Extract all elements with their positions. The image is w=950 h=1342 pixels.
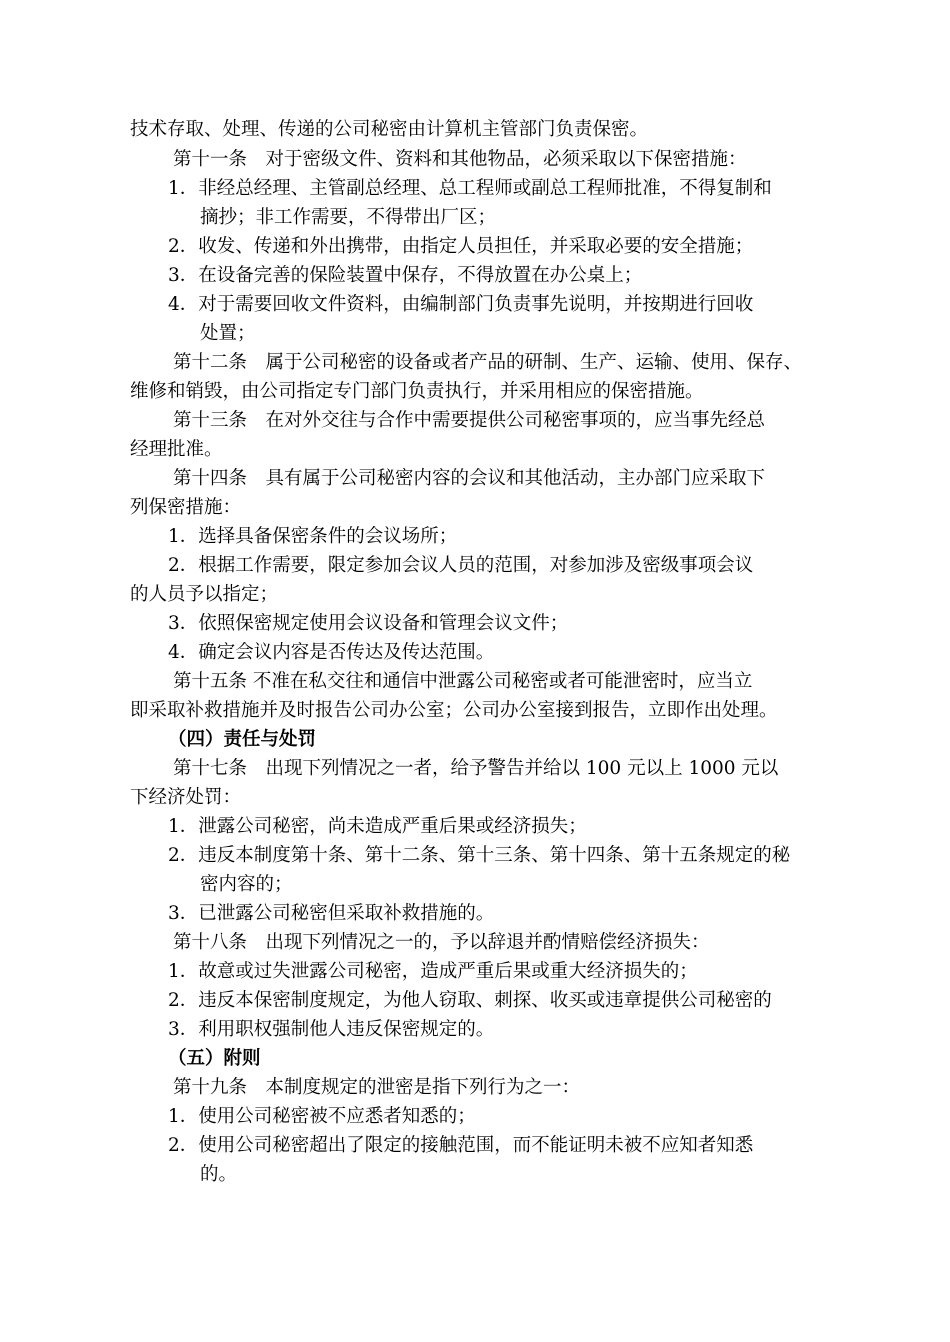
section-heading-5: （五）附则 <box>168 1048 261 1069</box>
list-item-continued: 处置； <box>200 323 256 344</box>
list-item: 1．选择具备保密条件的会议场所； <box>168 526 458 547</box>
article-19: 第十九条 本制度规定的泄密是指下列行为之一： <box>173 1077 581 1098</box>
article-15: 第十五条 不准在私交往和通信中泄露公司秘密或者可能泄密时，应当立 <box>173 671 753 692</box>
article-18: 第十八条 出现下列情况之一的，予以辞退并酌情赔偿经济损失： <box>173 932 710 953</box>
list-item: 3．依照保密规定使用会议设备和管理会议文件； <box>168 613 569 634</box>
list-item: 1．使用公司秘密被不应悉者知悉的； <box>168 1106 476 1127</box>
list-item: 4．对于需要回收文件资料，由编制部门负责事先说明，并按期进行回收 <box>168 294 754 315</box>
text-line: 技术存取、处理、传递的公司秘密由计算机主管部门负责保密。 <box>130 119 649 140</box>
text-line: 下经济处罚： <box>130 787 242 808</box>
text-line: 即采取补救措施并及时报告公司办公室；公司办公室接到报告，立即作出处理。 <box>130 700 778 721</box>
text-line: 的人员予以指定； <box>130 584 279 605</box>
article-12: 第十二条 属于公司秘密的设备或者产品的研制、生产、运输、使用、保存、 <box>173 352 803 373</box>
article-11: 第十一条 对于密级文件、资料和其他物品，必须采取以下保密措施： <box>173 149 747 170</box>
text-line: 经理批准。 <box>130 439 223 460</box>
list-item: 2．收发、传递和外出携带，由指定人员担任，并采取必要的安全措施； <box>168 236 754 257</box>
list-item: 1．非经总经理、主管副总经理、总工程师或副总工程师批准，不得复制和 <box>168 178 772 199</box>
list-item: 2．根据工作需要，限定参加会议人员的范围，对参加涉及密级事项会议 <box>168 555 754 576</box>
section-heading-4: （四）责任与处罚 <box>168 729 317 750</box>
list-item: 2．违反本保密制度规定，为他人窃取、刺探、收买或违章提供公司秘密的 <box>168 990 772 1011</box>
article-14: 第十四条 具有属于公司秘密内容的会议和其他活动，主办部门应采取下 <box>173 468 766 489</box>
text-line: 列保密措施： <box>130 497 242 518</box>
list-item-continued: 密内容的； <box>200 874 293 895</box>
article-17: 第十七条 出现下列情况之一者，给予警告并给以 100 元以上 1000 元以 <box>173 758 779 779</box>
text-line: 维修和销毁，由公司指定专门部门负责执行，并采用相应的保密措施。 <box>130 381 704 402</box>
list-item: 3．在设备完善的保险装置中保存，不得放置在办公桌上； <box>168 265 643 286</box>
list-item: 2．使用公司秘密超出了限定的接触范围，而不能证明未被不应知者知悉 <box>168 1135 754 1156</box>
list-item-continued: 的。 <box>200 1164 238 1185</box>
list-item: 4．确定会议内容是否传达及传达范围。 <box>168 642 495 663</box>
list-item: 3．已泄露公司秘密但采取补救措施的。 <box>168 903 495 924</box>
article-13: 第十三条 在对外交往与合作中需要提供公司秘密事项的，应当事先经总 <box>173 410 766 431</box>
list-item: 3．利用职权强制他人违反保密规定的。 <box>168 1019 495 1040</box>
list-item-continued: 摘抄；非工作需要，不得带出厂区； <box>200 207 497 228</box>
list-item: 1．故意或过失泄露公司秘密，造成严重后果或重大经济损失的； <box>168 961 698 982</box>
list-item: 1．泄露公司秘密，尚未造成严重后果或经济损失； <box>168 816 587 837</box>
list-item: 2．违反本制度第十条、第十二条、第十三条、第十四条、第十五条规定的秘 <box>168 845 791 866</box>
